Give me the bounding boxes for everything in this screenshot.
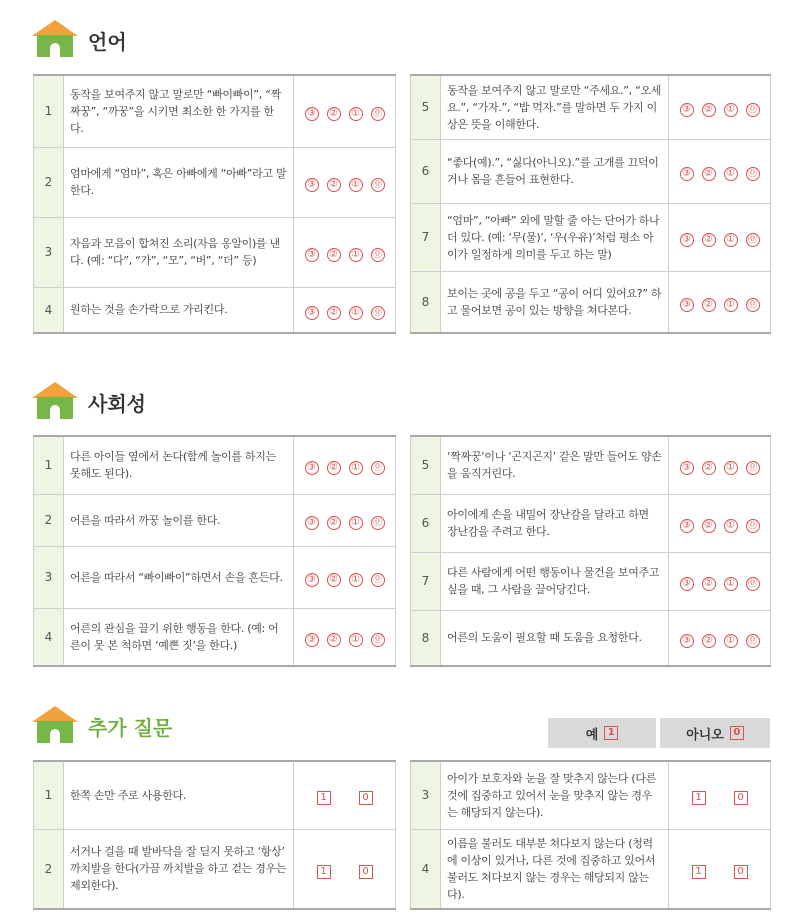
score-0[interactable]: ⓪ <box>747 234 758 245</box>
question-text: 이름을 불러도 대부분 쳐다보지 않는다 (청력에 이상이 있거나, 다른 것에 집중하고 있어서 불러도 쳐다보지 않는 경우는 해당되지 않는다). <box>441 829 669 909</box>
question-number: 1 <box>34 436 64 494</box>
legend-no-box: 0 <box>730 726 744 740</box>
score-1[interactable]: ① <box>724 461 738 475</box>
social-table-left <box>33 435 396 667</box>
score-0[interactable]: ⓪ <box>747 578 758 589</box>
table-row <box>411 552 771 610</box>
question-number: 5 <box>411 436 441 494</box>
yes-no-options <box>669 829 771 909</box>
yes-box[interactable]: 1 <box>692 865 706 879</box>
score-1[interactable]: ① <box>724 167 738 181</box>
question-text: 한쪽 손만 주로 사용한다. <box>64 761 294 829</box>
yes-no-options <box>294 761 396 829</box>
table-row <box>34 287 396 333</box>
score-2[interactable]: ② <box>327 516 341 530</box>
language-table-left <box>33 74 396 334</box>
table-row <box>34 494 396 546</box>
section-title-extra: 추가 질문 <box>88 715 173 740</box>
question-number: 2 <box>34 147 64 217</box>
yes-no-options <box>294 829 396 909</box>
score-1[interactable]: ① <box>349 178 363 192</box>
house-icon <box>32 20 78 60</box>
table-row <box>411 494 771 552</box>
score-2[interactable]: ② <box>702 233 716 247</box>
table-row <box>34 436 396 494</box>
legend-yes-label: 예 <box>585 727 599 743</box>
score-3[interactable]: ③ <box>305 633 319 647</box>
question-number: 2 <box>34 494 64 546</box>
yes-no-options <box>669 761 771 829</box>
score-0[interactable]: ⓪ <box>747 520 758 531</box>
score-0[interactable]: ⓪ <box>372 517 383 528</box>
score-0[interactable]: ⓪ <box>372 633 383 645</box>
legend-no <box>660 718 770 748</box>
table-row <box>411 610 771 666</box>
question-text: “엄마”, “아빠” 외에 말할 줄 아는 단어가 하나 더 있다. (예: ‘무(물)’, ‘우(우유)’처럼 평소 아이가 일정하게 의미를 두고 하는 말) <box>441 203 669 271</box>
score-2[interactable]: ② <box>327 248 341 262</box>
score-1[interactable]: ① <box>349 306 363 320</box>
question-number: 3 <box>34 546 64 608</box>
score-3[interactable]: ③ <box>305 461 319 475</box>
score-options <box>294 546 396 608</box>
question-text: 아이가 보호자와 눈을 잘 맞추지 않는다 (다른 것에 집중하고 있어서 눈을 맞추지 않는 경우는 해당되지 않는다). <box>441 761 669 829</box>
extra-table-right <box>410 760 771 910</box>
table-row <box>411 761 771 829</box>
score-3[interactable]: ③ <box>680 634 694 648</box>
score-0[interactable]: ⓪ <box>747 298 758 310</box>
question-number: 7 <box>411 203 441 271</box>
score-options <box>294 608 396 666</box>
score-1[interactable]: ① <box>724 519 738 533</box>
question-number: 7 <box>411 552 441 610</box>
score-options <box>669 75 771 139</box>
legend-yes <box>548 718 656 748</box>
score-3[interactable]: ③ <box>305 248 319 262</box>
social-section-header <box>32 380 146 424</box>
score-1[interactable]: ① <box>724 103 738 117</box>
question-text: 보이는 곳에 공을 두고 “공이 어디 있어요?” 하고 물어보면 공이 있는 방향을 쳐다본다. <box>441 271 669 333</box>
yes-box[interactable]: 1 <box>692 791 706 805</box>
score-1[interactable]: ① <box>724 634 738 648</box>
score-1[interactable]: ① <box>724 298 738 312</box>
no-box[interactable]: 0 <box>734 865 748 879</box>
question-number: 4 <box>34 608 64 666</box>
table-row <box>34 608 396 666</box>
question-text: “좋다(예).”, “싫다(아니오).”를 고개를 끄덕이거나 몸을 흔들어 표현한다. <box>441 139 669 203</box>
score-2[interactable]: ② <box>327 633 341 647</box>
score-1[interactable]: ① <box>724 233 738 247</box>
question-number: 4 <box>34 287 64 333</box>
question-text: 엄마에게 “엄마”, 혹은 아빠에게 “아빠”라고 말한다. <box>64 147 294 217</box>
question-text: 어른을 따라서 까꿍 놀이를 한다. <box>64 494 294 546</box>
score-1[interactable]: ① <box>349 573 363 587</box>
table-row <box>34 75 396 147</box>
score-1[interactable]: ① <box>349 461 363 475</box>
score-1[interactable]: ① <box>349 248 363 262</box>
score-2[interactable]: ② <box>327 178 341 192</box>
score-3[interactable]: ③ <box>305 178 319 192</box>
section-title-social: 사회성 <box>88 391 146 416</box>
question-text: 서거나 걸을 때 발바닥을 잘 딛지 못하고 ‘항상’ 까치발을 한다(가끔 까치발을 하고 걷는 경우는 제외한다). <box>64 829 294 909</box>
table-row <box>411 203 771 271</box>
score-1[interactable]: ① <box>349 633 363 647</box>
house-icon <box>32 706 78 746</box>
language-section-header <box>32 18 127 62</box>
score-2[interactable]: ② <box>702 298 716 312</box>
score-2[interactable]: ② <box>327 573 341 587</box>
score-3[interactable]: ③ <box>305 107 319 121</box>
question-number: 6 <box>411 494 441 552</box>
question-text: 동작을 보여주지 않고 말로만 “주세요.”, “오세요.”, “가자.”, “밥 먹자.”를 말하면 두 가지 이상은 뜻을 이해한다. <box>441 75 669 139</box>
score-options <box>294 75 396 147</box>
score-0[interactable]: ⓪ <box>372 108 383 120</box>
table-row <box>411 271 771 333</box>
score-3[interactable]: ③ <box>680 233 694 247</box>
table-row <box>411 829 771 909</box>
question-number: 8 <box>411 271 441 333</box>
score-options <box>294 217 396 287</box>
score-2[interactable]: ② <box>702 577 716 591</box>
language-table-right <box>410 74 771 334</box>
question-number: 1 <box>34 761 64 829</box>
score-3[interactable]: ③ <box>680 298 694 312</box>
score-0[interactable]: ⓪ <box>747 462 758 474</box>
score-options <box>294 287 396 333</box>
score-3[interactable]: ③ <box>680 103 694 117</box>
question-number: 2 <box>34 829 64 909</box>
yes-box[interactable]: 1 <box>317 865 331 879</box>
score-2[interactable]: ② <box>327 461 341 475</box>
table-row <box>411 75 771 139</box>
score-1[interactable]: ① <box>349 107 363 121</box>
no-box[interactable]: 0 <box>359 865 373 879</box>
score-0[interactable]: ⓪ <box>747 634 758 646</box>
table-row <box>34 147 396 217</box>
legend-no-label: 아니오 <box>686 727 724 743</box>
question-text: 어른의 관심을 끌기 위한 행동을 한다. (예: 어른이 못 본 척하면 ‘예쁜 짓’을 한다.) <box>64 608 294 666</box>
extra-section-header <box>32 704 172 748</box>
question-text: 아이에게 손을 내밀어 장난감을 달라고 하면 장난감을 주려고 한다. <box>441 494 669 552</box>
table-row <box>34 546 396 608</box>
score-3[interactable]: ③ <box>680 461 694 475</box>
table-row <box>411 436 771 494</box>
score-options <box>669 139 771 203</box>
score-0[interactable]: ⓪ <box>372 462 383 474</box>
score-3[interactable]: ③ <box>680 577 694 591</box>
table-row <box>411 139 771 203</box>
question-number: 4 <box>411 829 441 909</box>
score-0[interactable]: ⓪ <box>372 574 383 585</box>
score-3[interactable]: ③ <box>680 167 694 181</box>
no-box[interactable]: 0 <box>734 791 748 805</box>
score-3[interactable]: ③ <box>305 573 319 587</box>
no-box[interactable]: 0 <box>359 791 373 805</box>
question-number: 8 <box>411 610 441 666</box>
extra-table-left <box>33 760 396 910</box>
score-2[interactable]: ② <box>702 461 716 475</box>
question-number: 3 <box>34 217 64 287</box>
score-options <box>294 147 396 217</box>
score-0[interactable]: ⓪ <box>747 168 758 179</box>
score-options <box>294 436 396 494</box>
question-text: 자음과 모음이 합쳐진 소리(자음 옹알이)를 낸다. (예: “다”, “가”, “모”, “버”, “더” 등) <box>64 217 294 287</box>
score-0[interactable]: ⓪ <box>747 104 758 116</box>
score-3[interactable]: ③ <box>305 306 319 320</box>
score-options <box>669 271 771 333</box>
score-0[interactable]: ⓪ <box>372 306 383 318</box>
score-0[interactable]: ⓪ <box>372 249 383 260</box>
legend-yes-box: 1 <box>604 726 618 740</box>
question-number: 1 <box>34 75 64 147</box>
question-text: 다른 아이들 옆에서 논다(함께 놀이를 하지는 못해도 된다). <box>64 436 294 494</box>
score-2[interactable]: ② <box>327 107 341 121</box>
score-2[interactable]: ② <box>702 103 716 117</box>
score-1[interactable]: ① <box>349 516 363 530</box>
question-text: ‘짝짜꿍’이나 ‘곤지곤지’ 같은 말만 들어도 양손을 움직거린다. <box>441 436 669 494</box>
yes-box[interactable]: 1 <box>317 791 331 805</box>
score-2[interactable]: ② <box>702 167 716 181</box>
question-text: 다른 사람에게 어떤 행동이나 물건을 보여주고 싶을 때, 그 사람을 끌어당긴다. <box>441 552 669 610</box>
score-2[interactable]: ② <box>702 634 716 648</box>
score-options <box>669 552 771 610</box>
score-0[interactable]: ⓪ <box>372 179 383 190</box>
question-text: 원하는 것을 손가락으로 가리킨다. <box>64 287 294 333</box>
question-number: 3 <box>411 761 441 829</box>
question-number: 6 <box>411 139 441 203</box>
score-3[interactable]: ③ <box>680 519 694 533</box>
score-options <box>669 494 771 552</box>
question-text: 어른의 도움이 필요할 때 도움을 요청한다. <box>441 610 669 666</box>
score-options <box>669 203 771 271</box>
table-row <box>34 829 396 909</box>
social-table-right <box>410 435 771 667</box>
question-number: 5 <box>411 75 441 139</box>
score-options <box>669 436 771 494</box>
score-1[interactable]: ① <box>724 577 738 591</box>
score-3[interactable]: ③ <box>305 516 319 530</box>
score-2[interactable]: ② <box>702 519 716 533</box>
section-title-language: 언어 <box>88 29 127 54</box>
question-text: 어른을 따라서 “빠이빠이”하면서 손을 흔든다. <box>64 546 294 608</box>
score-options <box>294 494 396 546</box>
table-row <box>34 761 396 829</box>
question-text: 동작을 보여주지 않고 말로만 “빠이빠이”, “짝짜꿍”, “까꿍”을 시키면 최소한 한 가지를 한다. <box>64 75 294 147</box>
house-icon <box>32 382 78 422</box>
score-2[interactable]: ② <box>327 306 341 320</box>
score-options <box>669 610 771 666</box>
table-row <box>34 217 396 287</box>
